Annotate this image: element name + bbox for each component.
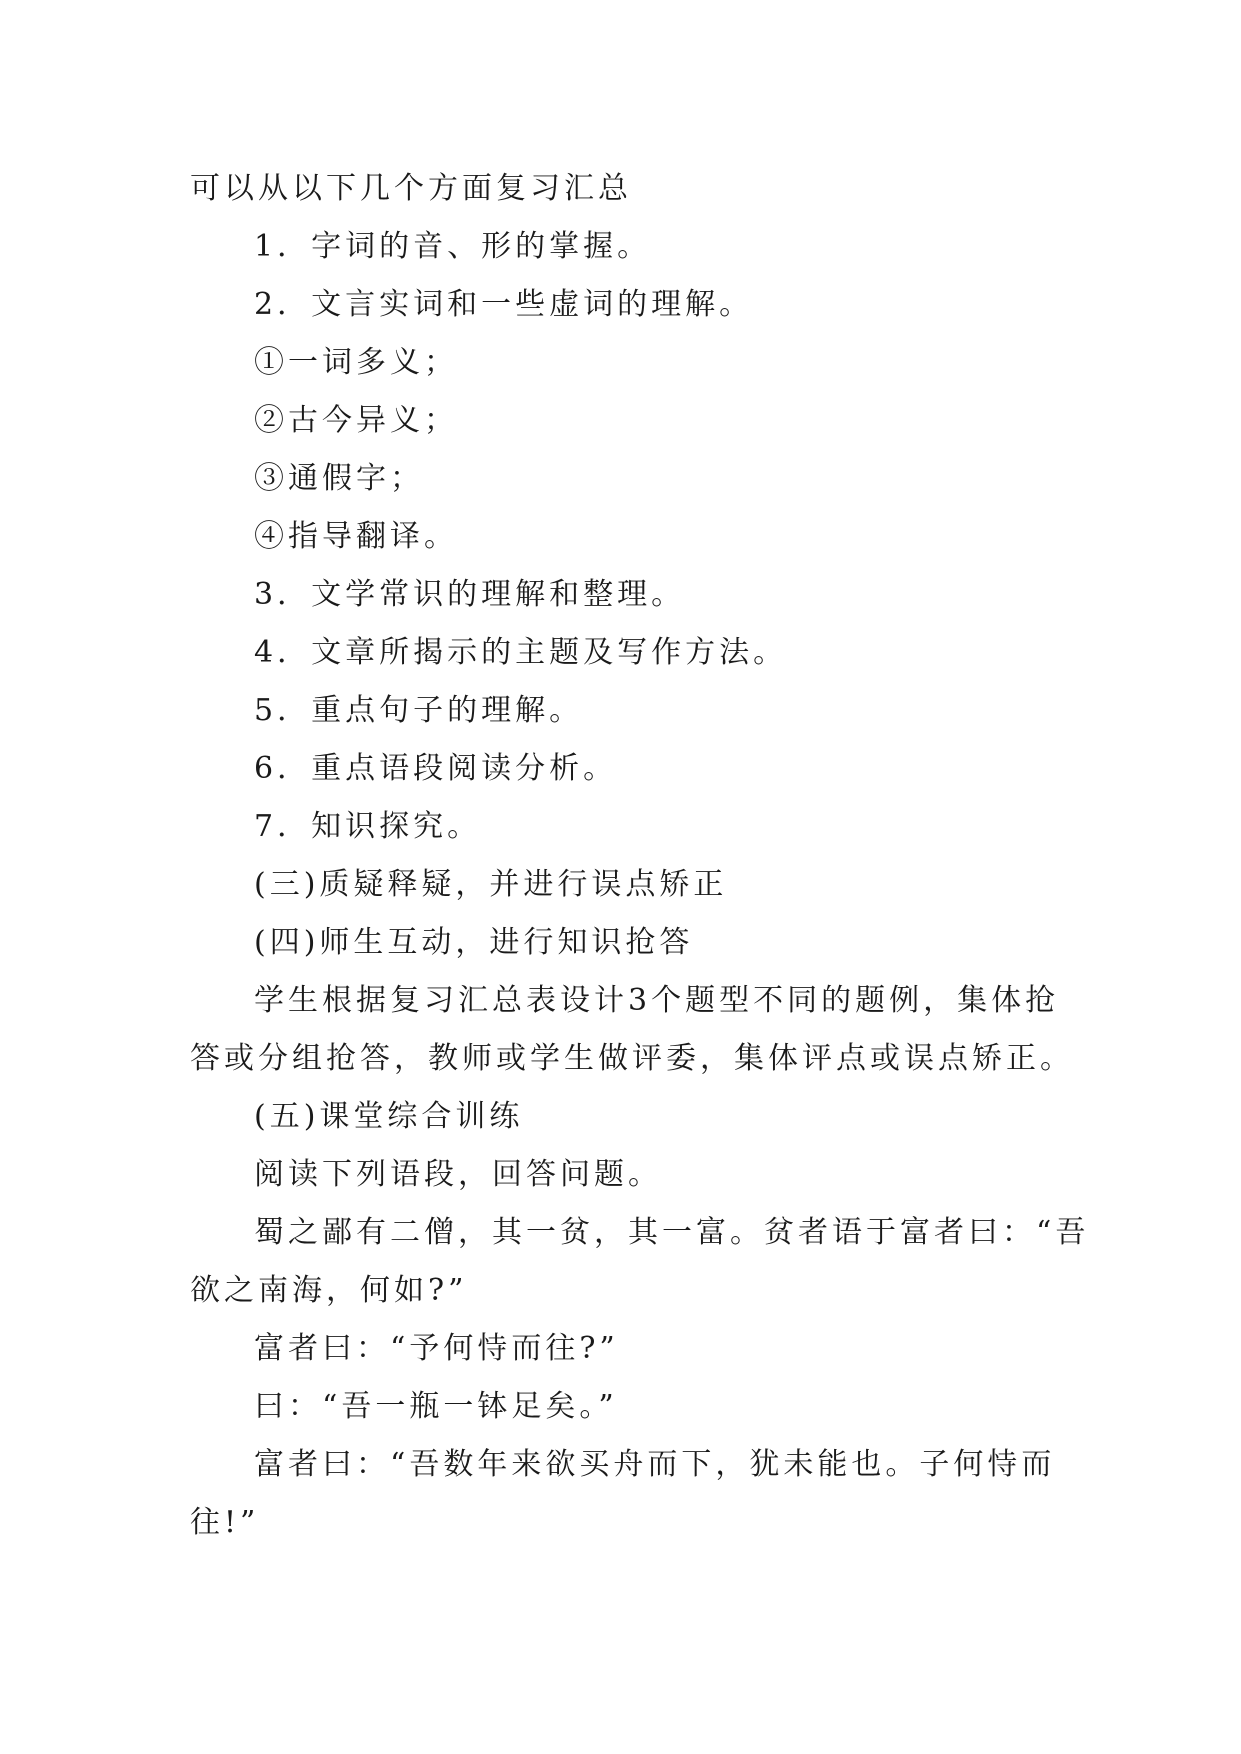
text-line: ①一词多义；: [254, 345, 458, 380]
text-line: 阅读下列语段，回答问题。: [254, 1157, 662, 1192]
text-line: (四)师生互动，进行知识抢答: [254, 925, 694, 960]
text-line: 6．重点语段阅读分析。: [254, 751, 618, 786]
text-line: 学生根据复习汇总表设计3个题型不同的题例，集体抢: [254, 983, 1060, 1018]
text-line: 1．字词的音、形的掌握。: [254, 229, 652, 264]
text-line: 往!”: [190, 1505, 260, 1540]
text-line: ④指导翻译。: [254, 519, 458, 554]
text-line: 2．文言实词和一些虚词的理解。: [254, 287, 754, 322]
text-line: 欲之南海，何如?”: [190, 1273, 468, 1308]
text-line: 富者曰：“予何恃而往?”: [254, 1331, 619, 1366]
text-line: 蜀之鄙有二僧，其一贫，其一富。贫者语于富者曰：“吾: [254, 1215, 1090, 1250]
text-line: 7．知识探究。: [254, 809, 482, 844]
text-line: (五)课堂综合训练: [254, 1099, 524, 1134]
text-line: 5．重点句子的理解。: [254, 693, 584, 728]
text-line: 3．文学常识的理解和整理。: [254, 577, 686, 612]
text-line: 曰：“吾一瓶一钵足矣。”: [254, 1389, 618, 1424]
text-line: 4．文章所揭示的主题及写作方法。: [254, 635, 788, 670]
text-line: ③通假字；: [254, 461, 424, 496]
text-line: 答或分组抢答，教师或学生做评委，集体评点或误点矫正。: [190, 1041, 1074, 1076]
text-line: 可以从以下几个方面复习汇总: [190, 171, 632, 206]
text-line: 富者曰：“吾数年来欲买舟而下，犹未能也。子何恃而: [254, 1447, 1056, 1482]
body-text: [190, 160, 1090, 1552]
text-line: (三)质疑释疑，并进行误点矫正: [254, 867, 728, 902]
text-line: ②古今异义；: [254, 403, 458, 438]
